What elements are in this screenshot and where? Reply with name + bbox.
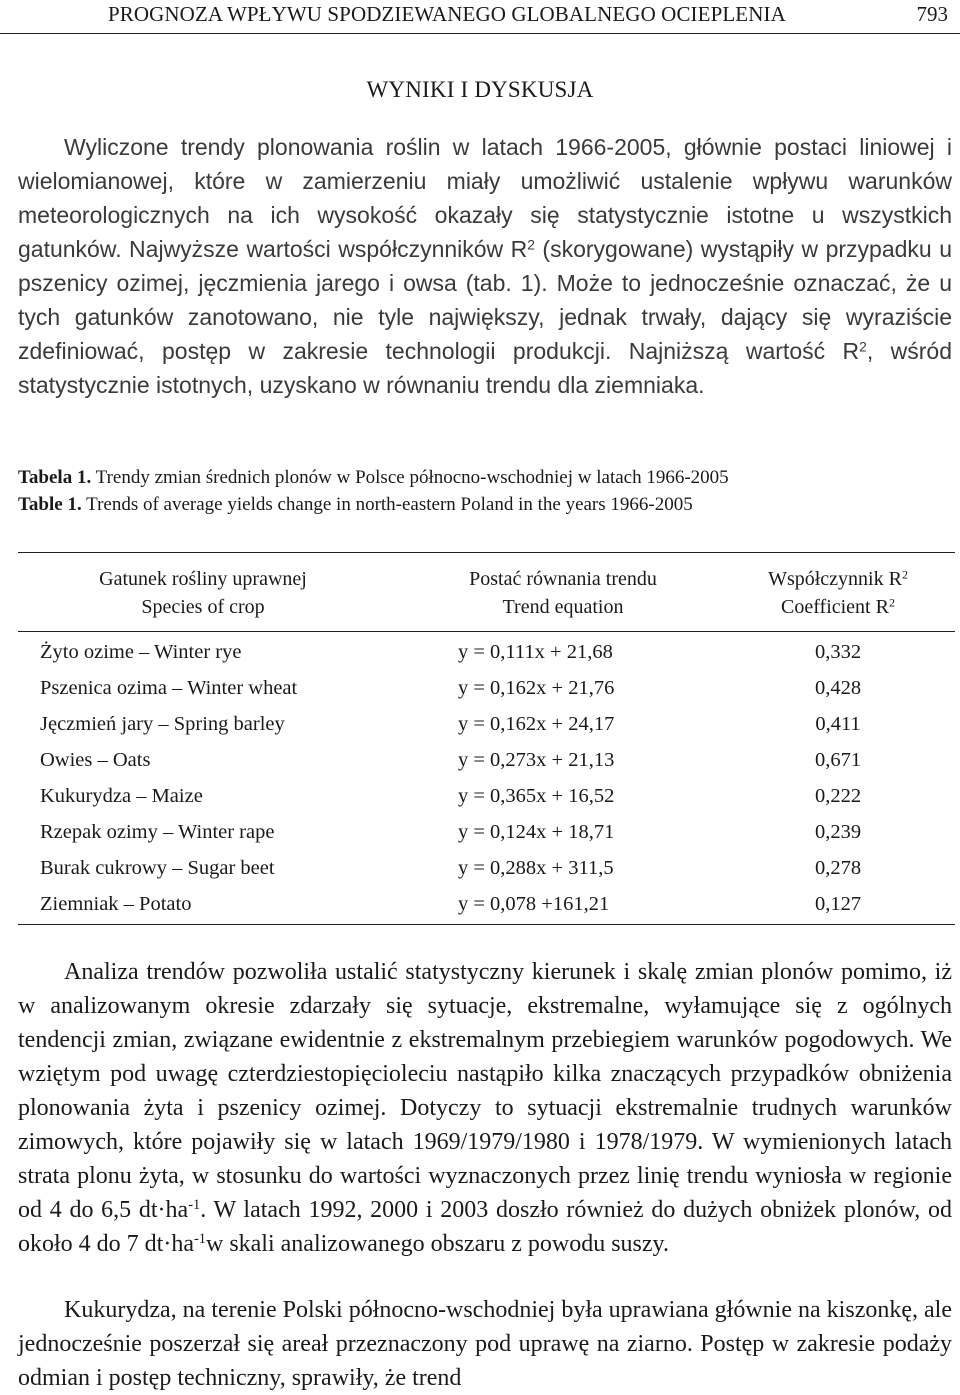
table-caption-pl bbox=[18, 467, 729, 489]
table-label-pl: Tabela 1. bbox=[18, 467, 92, 488]
crop-cell: Jęczmień jary – Spring barley bbox=[40, 713, 285, 735]
equation-cell: y = 0,111x + 21,68 bbox=[458, 641, 613, 663]
section-title: WYNIKI I DYSKUSJA bbox=[366, 77, 594, 102]
table-row bbox=[18, 708, 955, 744]
column-header-coefficient-pl-text: Współczynnik R bbox=[768, 568, 902, 590]
crop-cell: Kukurydza – Maize bbox=[40, 785, 203, 807]
crop-cell: Owies – Oats bbox=[40, 749, 151, 771]
table-row bbox=[18, 780, 955, 816]
equation-cell: y = 0,365x + 16,52 bbox=[458, 785, 615, 807]
r2-cell: 0,671 bbox=[814, 749, 862, 771]
table-row bbox=[18, 636, 955, 672]
column-header-coefficient-pl bbox=[708, 565, 960, 593]
crop-cell: Żyto ozime – Winter rye bbox=[40, 641, 242, 663]
column-header-coefficient bbox=[708, 565, 960, 621]
equation-cell: y = 0,124x + 18,71 bbox=[458, 821, 615, 843]
r2-cell: 0,428 bbox=[814, 677, 862, 699]
r2-cell: 0,222 bbox=[814, 785, 862, 807]
column-header-crop-pl: Gatunek rośliny uprawnej bbox=[99, 568, 307, 590]
table-caption-en bbox=[18, 494, 693, 516]
maize-paragraph bbox=[18, 1293, 952, 1395]
r2-superscript: 2 bbox=[901, 567, 908, 582]
table-row bbox=[18, 888, 955, 925]
r2-superscript: 2 bbox=[527, 237, 535, 253]
column-header-equation-en: Trend equation bbox=[502, 596, 624, 618]
column-header-equation bbox=[418, 565, 708, 621]
column-header-coefficient-en bbox=[708, 593, 960, 621]
r2-cell: 0,332 bbox=[814, 641, 862, 663]
column-header-equation-pl: Postać równania trendu bbox=[469, 568, 657, 590]
r2-superscript: 2 bbox=[888, 595, 895, 610]
table-caption-en-text: Trends of average yields change in north-eastern Poland in the years 1966-2005 bbox=[81, 494, 693, 515]
r2-superscript: 2 bbox=[859, 339, 867, 355]
table-caption-pl-text: Trendy zmian średnich plonów w Polsce północno-wschodniej w latach 1966-2005 bbox=[91, 467, 729, 488]
analysis-paragraph-text-2: . W latach 1992, 2000 i 2003 doszło również do dużych obniżek plonów, od około 4 do 7 dt·ha bbox=[18, 1197, 953, 1257]
column-header-coefficient-en-text: Coefficient R bbox=[781, 596, 889, 618]
unit-superscript: -1 bbox=[188, 1197, 201, 1214]
running-title: PROGNOZA WPŁYWU SPODZIEWANEGO GLOBALNEGO OCIEPLENIA bbox=[108, 2, 786, 26]
r2-cell: 0,411 bbox=[815, 713, 861, 735]
table-row bbox=[18, 744, 955, 780]
maize-paragraph-text: Kukurydza, na terenie Polski północno-wschodniej była uprawiana głównie na kiszonkę, ale jednocześnie poszerzał się areał przeznaczony pod uprawę na ziarno. Postęp w zakresie podaży odmian i postęp techniczny, sprawiły, że trend bbox=[18, 1297, 952, 1391]
equation-cell: y = 0,273x + 21,13 bbox=[458, 749, 615, 771]
analysis-paragraph-text-3: w skali analizowanego obszaru z powodu suszy. bbox=[205, 1231, 669, 1257]
equation-cell: y = 0,162x + 21,76 bbox=[458, 677, 615, 699]
table-label-en: Table 1. bbox=[18, 494, 82, 515]
table-body bbox=[18, 636, 955, 925]
table-header bbox=[18, 553, 955, 632]
crop-cell: Pszenica ozima – Winter wheat bbox=[40, 677, 298, 699]
equation-cell: y = 0,078 +161,21 bbox=[458, 893, 610, 915]
equation-cell: y = 0,288x + 311,5 bbox=[458, 857, 614, 879]
equation-cell: y = 0,162x + 24,17 bbox=[458, 713, 615, 735]
r2-cell: 0,239 bbox=[814, 821, 862, 843]
yield-trends-table bbox=[18, 552, 955, 925]
table-row bbox=[18, 852, 955, 888]
running-header bbox=[0, 0, 960, 34]
analysis-paragraph-text-1: Analiza trendów pozwoliła ustalić statystyczny kierunek i skalę zmian plonów pomimo, iż w analizowanym okresie zdarzały się sytuacje, ekstremalne, wyłamujące się z ogólnych tendencji zmian, związane ewidentnie z ekstremalnym przebiegiem warunków pogodowych. We wziętym pod uwagę czterdziestopięcioleciu nastąpiło kilka znaczących przypadków obniżenia plonowania żyta i pszenicy ozimej. Dotyczy to sytuacji ekstremalnie trudnych warunków zimowych, które pojawiły się w latach 1969/1979/1980 i 1978/1979. W wymienionych latach strata plonu żyta, w stosunku do wartości wyznaczonych przez linię trendu wyniosła w regionie od 4 do 6,5 dt·ha bbox=[18, 959, 952, 1223]
column-header-crop bbox=[58, 565, 348, 621]
column-header-crop-en: Species of crop bbox=[141, 596, 265, 618]
table-row bbox=[18, 816, 955, 852]
crop-cell: Burak cukrowy – Sugar beet bbox=[40, 857, 275, 879]
results-paragraph-text-3: , wśród statystycznie istotnych, uzyskano w równaniu trendu dla ziemniaka. bbox=[18, 338, 952, 398]
crop-cell: Rzepak ozimy – Winter rape bbox=[40, 821, 275, 843]
analysis-paragraph bbox=[18, 955, 952, 1261]
results-paragraph-text-2: (skorygowane) wystąpiły w przypadku u pszenicy ozimej, jęczmienia jarego i owsa (tab. 1). Może to jednocześnie oznaczać, że u tych gatunków zanotowano, nie tyle największy, jednak trwały, dający się wyraziście zdefiniować, postęp w zakresie technologii produkcji. Najniższą wartość R bbox=[18, 236, 952, 364]
results-paragraph-text-1: Wyliczone trendy plonowania roślin w latach 1966-2005, głównie postaci liniowej i wielomianowej, które w zamierzeniu miały umożliwić ustalenie wpływu warunków meteorologicznych na ich wysokość okazały się statystycznie istotne u wszystkich gatunków. Najwyższe wartości współczynników R bbox=[18, 134, 952, 262]
unit-superscript: -1 bbox=[193, 1231, 206, 1248]
r2-cell: 0,127 bbox=[814, 893, 862, 915]
page-number: 793 bbox=[916, 2, 948, 26]
crop-cell: Ziemniak – Potato bbox=[40, 893, 192, 915]
results-paragraph bbox=[18, 130, 952, 402]
r2-cell: 0,278 bbox=[814, 857, 862, 879]
table-row bbox=[18, 672, 955, 708]
